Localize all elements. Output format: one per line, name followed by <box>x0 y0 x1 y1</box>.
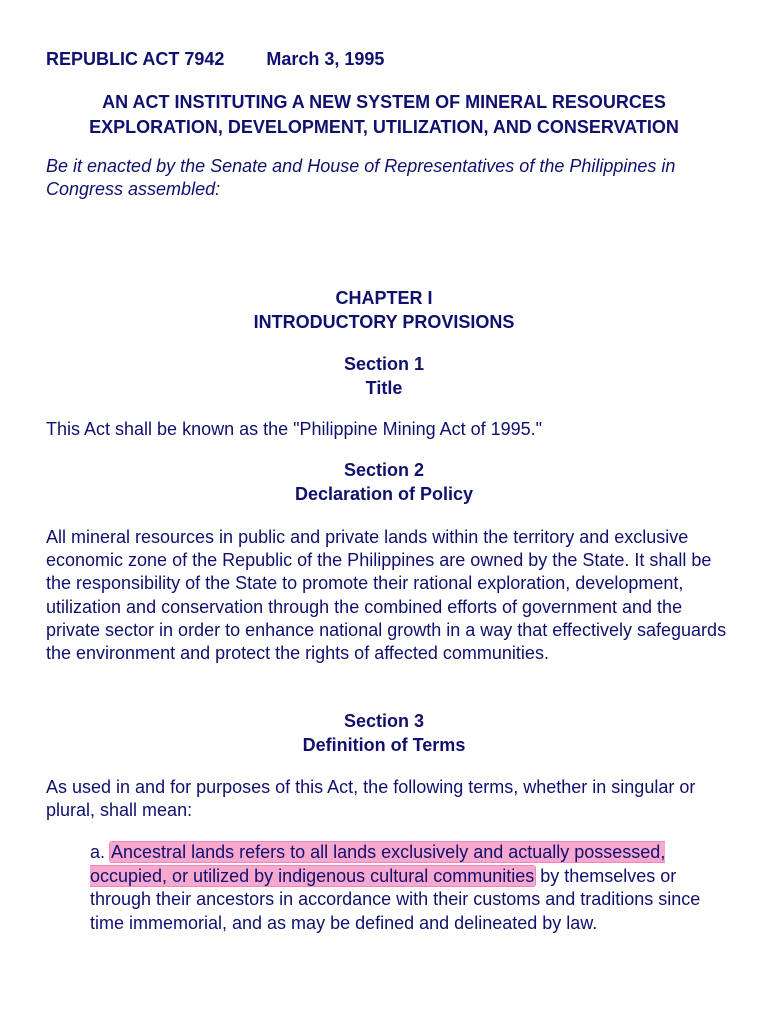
highlighted-definition-text: Ancestral lands refers to all lands exclusively and actually possessed, occupied, or utilized by indigenous cultural communities <box>90 842 666 886</box>
section-2-title: Declaration of Policy <box>294 484 474 504</box>
chapter-number: CHAPTER I <box>335 288 433 308</box>
section-2-heading <box>30 458 738 506</box>
chapter-name: INTRODUCTORY PROVISIONS <box>253 312 515 332</box>
definition-letter: a. <box>90 842 106 862</box>
section-1-number: Section 1 <box>343 354 425 374</box>
definition-item-a <box>90 841 730 935</box>
chapter-heading <box>30 286 738 334</box>
section-2-number: Section 2 <box>343 460 425 480</box>
section-3-text: As used in and for purposes of this Act, the following terms, whether in singular or plural, shall mean: <box>46 777 696 821</box>
act-title-line-2: EXPLORATION, DEVELOPMENT, UTILIZATION, AND CONSERVATION <box>89 117 679 137</box>
section-3-number: Section 3 <box>343 711 425 731</box>
section-1-text: This Act shall be known as the "Philippine Mining Act of 1995." <box>46 419 543 439</box>
section-2-text: All mineral resources in public and private lands within the territory and exclusive economic zone of the Republic of the Philippines are owned by the State. It shall be the responsibility of the State to promote their rational exploration, development, utilization and conservation through the combined efforts of government and the private sector in order to enhance national growth in a way that effectively safeguards the environment and protect the rights of affected communities. <box>46 527 727 664</box>
act-title <box>30 90 738 140</box>
section-1-title: Title <box>365 378 403 398</box>
document-header <box>46 48 384 70</box>
act-date: March 3, 1995 <box>266 49 385 69</box>
act-number: REPUBLIC ACT 7942 <box>46 49 225 69</box>
section-3-title: Definition of Terms <box>302 735 466 755</box>
section-3-heading <box>30 709 738 757</box>
enacting-clause: Be it enacted by the Senate and House of Representatives of the Philippines in Congress assembled: <box>46 156 676 199</box>
act-title-line-1: AN ACT INSTITUTING A NEW SYSTEM OF MINERAL RESOURCES <box>102 92 666 112</box>
section-1-heading <box>30 352 738 400</box>
definition-text: by themselves or through their ancestors in accordance with their customs and traditions since time immemorial, and as may be defined and delineated by law. <box>90 865 701 933</box>
